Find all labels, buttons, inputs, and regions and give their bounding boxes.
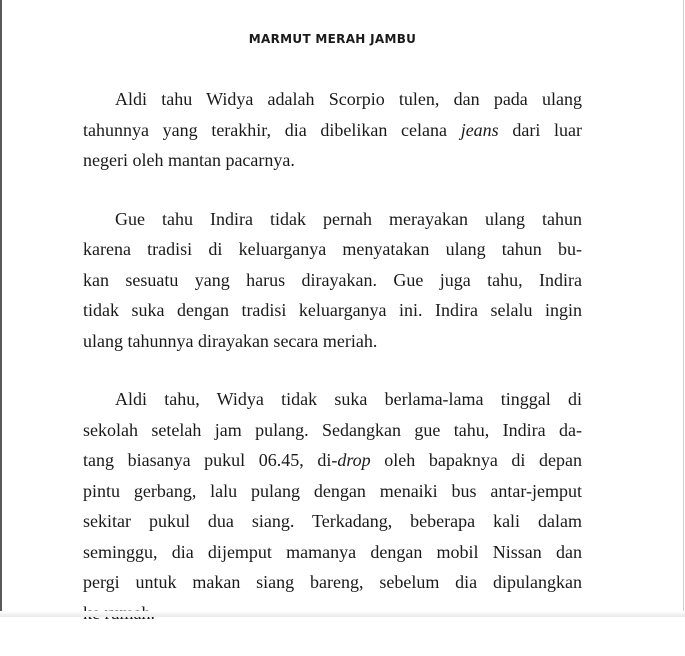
text-line	[83, 445, 582, 476]
text-run: karena tradisi di keluarganya menyatakan ulang tahun bu-	[83, 239, 582, 259]
text-line	[83, 506, 582, 537]
text-run: pergi untuk makan siang bareng, sebelum dia dipulangkan	[83, 572, 582, 592]
text-run: tidak suka dengan tradisi keluarganya ini. Indira selalu ingin	[83, 300, 582, 320]
text-run: negeri oleh mantan pacarnya.	[83, 150, 295, 170]
text-line	[83, 265, 582, 296]
page-bottom-edge	[0, 611, 685, 617]
running-head: MARMUT MERAH JAMBU	[248, 32, 417, 46]
text-line	[83, 537, 582, 568]
text-line	[83, 115, 582, 146]
text-run: Gue tahu Indira tidak pernah merayakan ulang tahun	[115, 208, 582, 229]
text-line	[83, 567, 582, 598]
text-run: kan sesuatu yang harus dirayakan. Gue juga tahu, Indira	[83, 269, 582, 290]
text-run: Aldi tahu Widya adalah Scorpio tulen, dan pada ulang	[115, 89, 582, 109]
text-line	[83, 384, 582, 415]
text-run: seminggu, dia dijemput mamanya dengan mobil Nissan dan	[83, 541, 582, 562]
text-run: tang biasanya pukul 06.45, di-	[83, 450, 338, 470]
text-run: tahunnya yang terakhir, dia dibelikan celana	[83, 119, 461, 140]
text-line	[83, 415, 582, 446]
text-run: sekitar pukul dua siang. Terkadang, beberapa kali dalam	[83, 511, 582, 531]
text-run: ulang tahunnya dirayakan secara meriah.	[83, 330, 378, 351]
text-line	[83, 295, 582, 326]
italic-term: jeans	[460, 119, 499, 140]
italic-term: drop	[337, 450, 371, 470]
text-run: pintu gerbang, lalu pulang dengan menaiki bus antar-jemput	[83, 480, 582, 501]
text-line	[83, 204, 582, 235]
text-line	[83, 476, 582, 507]
paragraph	[83, 384, 582, 628]
page-right-border	[683, 0, 684, 617]
text-line	[83, 326, 582, 357]
text-run: dari luar	[498, 119, 582, 140]
text-line	[83, 145, 582, 176]
page-body	[83, 84, 582, 656]
text-run: Aldi tahu, Widya tidak suka berlama-lama tinggal di	[115, 389, 582, 409]
text-run: sekolah setelah jam pulang. Sedangkan gue tahu, Indira da-	[83, 419, 582, 440]
text-line	[83, 234, 582, 265]
page-left-border	[0, 0, 2, 617]
text-run: oleh bapaknya di depan	[370, 450, 582, 470]
paragraph	[83, 84, 582, 176]
text-line	[83, 84, 582, 115]
paragraph	[83, 204, 582, 357]
